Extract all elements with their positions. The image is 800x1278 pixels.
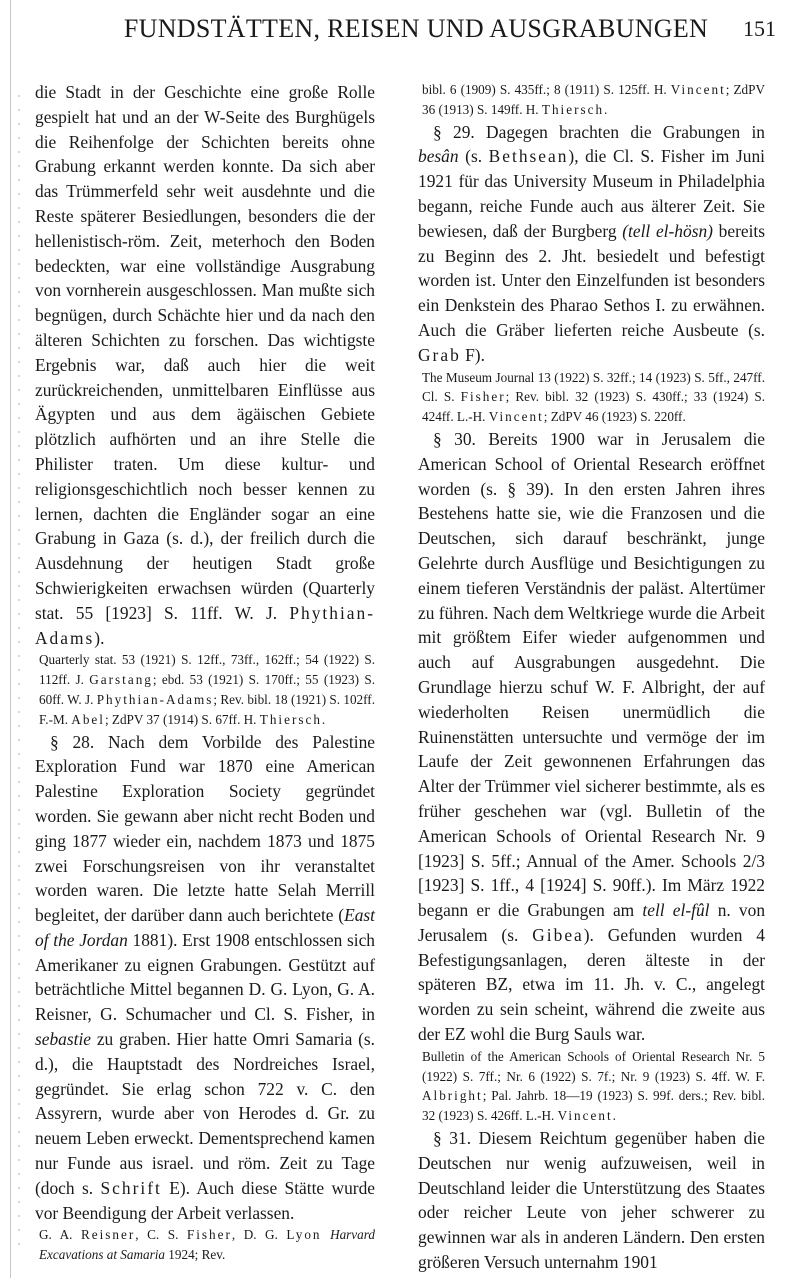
left-column	[35, 80, 375, 1265]
section-28-paragraph: § 28. Nach dem Vorbilde des Palestine Exploration Fund war 1870 eine American Palestine Exploration Society gegründet worden. Sie gewann aber nicht recht Boden und ging 1877 wieder ein, nachdem 1873 und 1875 zwei Forschungsreisen von ihr veranstaltet worden waren. Die letzte hatte Selah Merrill begleitet, der darüber dann auch berichtete (East of the Jordan 1881). Erst 1908 entschlossen sich Amerikaner zu eignen Grabungen. Gestützt auf beträchtliche Mittel begannen D. G. Lyon, G. A. Reisner, G. Schumacher und Cl. S. Fisher, in sebastie zu graben. Hier hatte Omri Samaria (s. d.), die Hauptstadt des Nordreiches Israel, gegründet. Sie erlag schon 722 v. C. den Assyrern, wurde aber von Herodes d. Gr. zu neuem Leben erweckt. Dementsprechend kamen nur Funde aus israel. und röm. Zeit zu Tage (doch s. Schrift E). Auch diese Stätte wurde vor Beendigung der Arbeit verlassen.	[35, 731, 376, 1223]
section-31-paragraph: § 31. Diesem Reichtum gegenüber haben die Deutschen nur wenig aufzuweisen, weil in Deutschland leider die Unterstützung des Staates oder reicher Leute von jeher schwerer zu gewinnen war als in anderen Ländern. Den ersten größeren Versuch unternahm 1901	[418, 1128, 765, 1273]
page-number: 151	[743, 16, 776, 41]
bibliography-note-gaza: Quarterly stat. 53 (1921) S. 12ff., 73ff., 162ff.; 54 (1922) S. 112ff. J. Garstang; ebd. 53 (1921) S. 170ff.; 55 (1923) S. 60ff. W. J. Phythian-Adams; Rev. bibl. 18 (1921) S. 102ff. F.-M. Abel; ZdPV 37 (1914) S. 67ff. H. Thiersch.	[39, 652, 375, 727]
running-head: FUNDSTÄTTEN, REISEN UND AUSGRABUNGEN	[123, 14, 709, 43]
bibliography-note-samaria: G. A. Reisner, C. S. Fisher, D. G. Lyon Harvard Excavations at Samaria 1924; Rev.	[39, 1227, 375, 1263]
right-column	[418, 80, 765, 1275]
bibliography-note-bethsean: The Museum Journal 13 (1922) S. 32ff.; 14 (1923) S. 5ff., 247ff. Cl. S. Fisher; Rev. bibl. 32 (1923) S. 430ff.; 33 (1924) S. 424ff. L.-H. Vincent; ZdPV 46 (1923) S. 220ff.	[422, 369, 766, 425]
scan-gutter-line	[10, 0, 11, 1278]
section-30-paragraph: § 30. Bereits 1900 war in Jerusalem die American School of Oriental Research eröffnet worden (s. § 39). In den ersten Jahren ihres Bestehens hatte sie, wie die Franzosen und die Deutschen, sich darauf beschränkt, junge Gelehrte durch Ausflüge und Besichtigungen zu einem tieferen Verständnis der paläst. Altertümer zu führen. Nach dem Weltkriege wurde die Arbeit mit größtem Eifer wieder aufgenommen und auch auf Ausgrabungen ausgedehnt. Die Grundlage hierzu schuf W. F. Albright, der auf wiederholten Reisen unermüdlich die Ruinenstätten untersuchte und vermöge der im Laufe der Zeit gewonnenen Erfahrungen das Alter der Trümmer viel sicherer bestimmte, als es früher geschehen war (vgl. Bulletin of the American Schools of Oriental Research Nr. 9 [1923] S. 5ff.; Annual of the Amer. Schools 2/3 [1923] S. 1ff., 4 [1924] S. 90ff.). Im März 1922 begann er die Grabungen am tell el-fûl n. von Jerusalem (s. Gibea). Gefunden wurden 4 Befestigungsanlagen, deren älteste in der späteren BZ, etwa im 11. Jh. v. C., angelegt worden zu sein scheint, während die zweite aus der EZ wohl die Burg Sauls war.	[418, 428, 766, 1045]
bibliography-note-gibea: Bulletin of the American Schools of Oriental Research Nr. 5 (1922) S. 7ff.; Nr. 6 (1922) S. 7f.; Nr. 9 (1923) S. 4ff. W. F. Albright; Pal. Jahrb. 18—19 (1923) S. 99f. ders.; Rev. bibl. 32 (1923) S. 426ff. L.-H. Vincent.	[422, 1048, 765, 1124]
scan-gutter-marks	[18, 95, 20, 1255]
page-header	[96, 14, 776, 54]
section-29-paragraph: § 29. Dagegen brachten die Grabungen in besân (s. Bethsean), die Cl. S. Fisher im Juni 1921 für das University Museum in Philadelphia begann, reiche Funde auch aus älterer Zeit. Sie bewiesen, daß der Burgberg (tell el-hösn) bereits zu Beginn des 2. Jht. besiedelt und befestigt worden ist. Unter den Einzelfunden ist besonders ein Denkstein des Pharao Sethos I. zu erwähnen. Auch die Gräber lieferten reiche Ausbeute (s. Grab F).	[418, 121, 766, 365]
paragraph-gaza: die Stadt in der Geschichte eine große Rolle gespielt hat und an der W-Seite des Burghügels die Reihenfolge der Schichten bereits ohne Grabung erkannt werden konnte. Da sich aber das Trümmerfeld sehr weit ausdehnte und die Reste späterer Besiedlungen, besonders die der hellenistisch-röm. Zeit, meterhoch den Boden bedeckten, war eine vollständige Ausgrabung von vornherein ausgeschlossen. Man mußte sich begnügen, durch Schächte hier und da nach den älteren Schichten zu forschen. Das wichtigste Ergebnis war, daß auch hier die weit zurückreichenden, unmittelbaren Einflüsse aus Ägypten und aus dem ägäischen Gebiete plötzlich aufhörten und an ihre Stelle die Philister traten. Um diese kultur- und religionsgeschichtlich noch besser kennen zu lernen, dachten die Engländer sogar an eine Grabung in Gaza (s. d.), der freilich durch die Ausdehnung der heutigen Stadt große Schwierigkeiten erwachsen würden (Quarterly stat. 55 [1923] S. 11ff. W. J. Phythian-Adams).	[35, 82, 375, 648]
bibliography-note-continued: bibl. 6 (1909) S. 435ff.; 8 (1911) S. 125ff. H. Vincent; ZdPV 36 (1913) S. 149ff. H. Thiersch.	[422, 82, 766, 117]
